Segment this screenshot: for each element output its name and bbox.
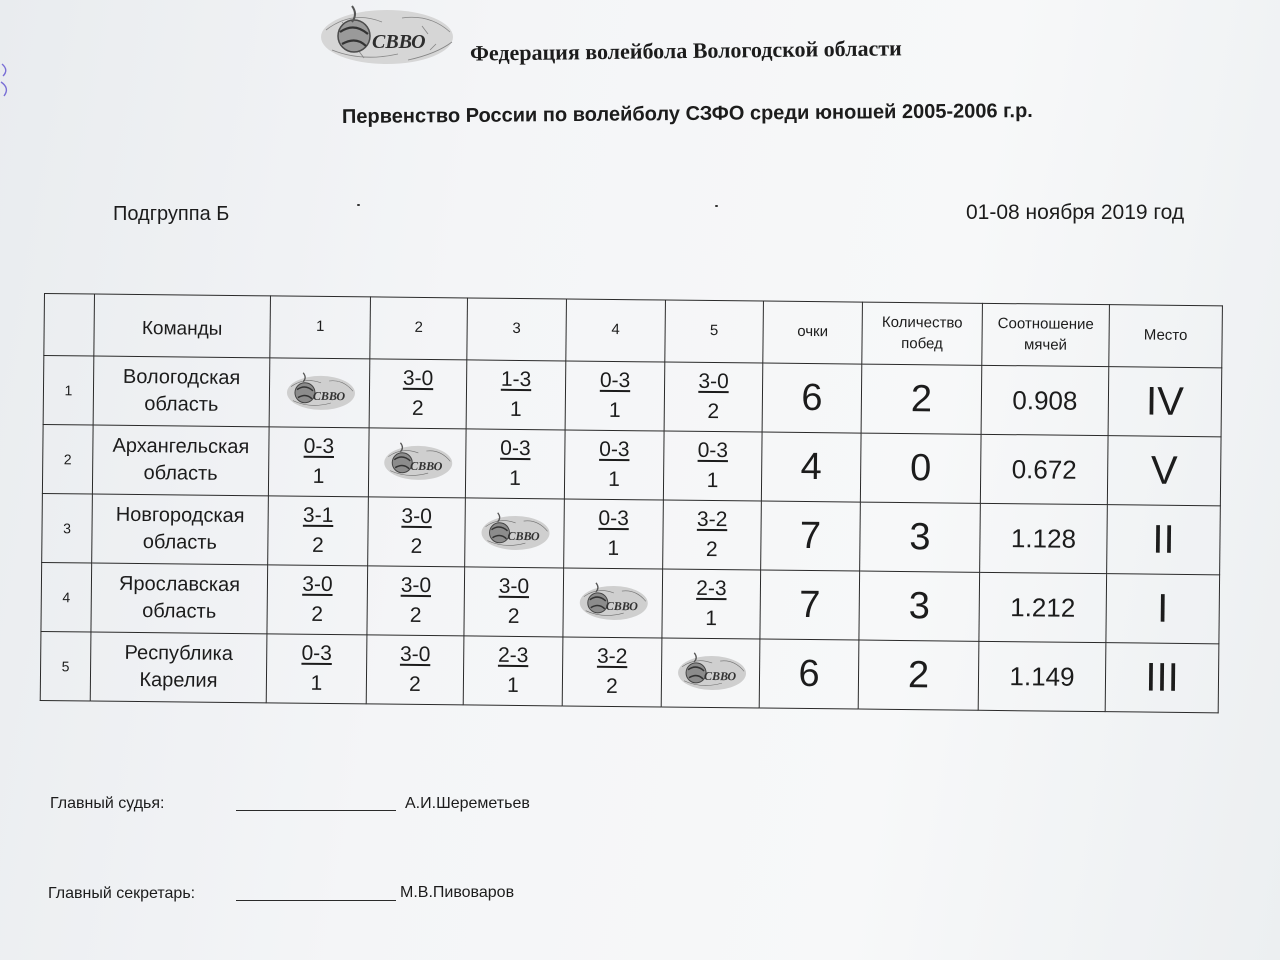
set-score: 2-3 [696, 576, 727, 600]
self-match-cell [465, 498, 565, 568]
logo-text: СВВО [372, 31, 426, 53]
final-place: I [1106, 574, 1220, 644]
paper-speck [715, 205, 718, 207]
chief-judge-signature-line [236, 810, 396, 811]
set-score: 3-2 [596, 644, 628, 668]
match-points: 1 [608, 467, 621, 492]
row-number: 3 [42, 493, 93, 563]
set-score: 3-0 [402, 366, 434, 390]
set-score: 3-0 [399, 642, 431, 666]
federation-logo-cell [576, 578, 650, 623]
ball-ratio: 1.212 [979, 572, 1107, 642]
self-match-cell [563, 568, 663, 638]
chief-secretary-label: Главный секретарь: [48, 885, 196, 902]
header-cell-3: 3 [467, 298, 567, 361]
match-score [401, 501, 432, 562]
total-points: 7 [761, 501, 861, 571]
paper-speck [357, 204, 360, 206]
match-result-cell [268, 427, 369, 497]
organization-title: Федерация волейбола Вологодской области [469, 35, 902, 66]
match-score [303, 500, 334, 561]
match-points: 2 [507, 604, 520, 628]
match-score [500, 364, 531, 425]
federation-logo-cell [282, 368, 356, 413]
set-score: 3-0 [498, 574, 530, 598]
match-result-cell [663, 500, 762, 570]
match-score [402, 363, 433, 424]
match-result-cell [664, 362, 763, 432]
match-points: 2 [408, 672, 421, 696]
total-points: 7 [760, 570, 860, 640]
match-points: 1 [706, 468, 719, 493]
total-points: 6 [762, 363, 862, 433]
match-score [696, 504, 727, 565]
set-score: 0-3 [598, 506, 629, 530]
logo-cell-text: СВВО [312, 388, 345, 403]
subgroup-label: Подгруппа Б [113, 203, 230, 225]
match-score [500, 433, 531, 494]
match-result-cell [465, 429, 565, 499]
match-score [303, 431, 334, 492]
total-points: 4 [761, 432, 861, 502]
team-name: Республика Карелия [90, 632, 267, 703]
header-cell-points: очки [763, 301, 863, 364]
match-points: 2 [705, 537, 718, 562]
self-match-cell [269, 358, 370, 428]
final-place: II [1107, 505, 1221, 575]
header-cell-1: 1 [270, 296, 371, 359]
set-score: 3-0 [401, 504, 432, 528]
set-score: 1-3 [500, 367, 532, 391]
set-score: 0-3 [500, 436, 531, 460]
logo-cell-text: СВВО [507, 528, 540, 543]
pen-mark [0, 60, 14, 100]
match-result-cell [463, 636, 563, 706]
wins-count: 2 [861, 364, 982, 434]
match-result-cell [464, 567, 564, 637]
match-points: 1 [705, 606, 718, 631]
set-score: 3-0 [400, 573, 432, 597]
final-place: V [1107, 436, 1221, 506]
standings-body [40, 356, 1222, 713]
logo-cell-text: СВВО [410, 458, 443, 473]
ball-ratio: 1.149 [978, 641, 1106, 711]
match-result-cell [366, 635, 464, 705]
set-score: 2-3 [497, 643, 529, 667]
wins-count: 3 [860, 502, 981, 572]
match-score [698, 366, 729, 427]
header-cell-ratio: Соотношение мячей [982, 303, 1110, 366]
team-name: Ярославская область [91, 563, 268, 634]
ball-ratio: 0.672 [980, 434, 1108, 504]
final-place: III [1105, 643, 1219, 713]
table-row [42, 424, 1221, 505]
ball-ratio: 1.128 [980, 503, 1108, 573]
final-place: IV [1108, 367, 1222, 437]
match-score [498, 571, 529, 632]
match-points: 2 [605, 674, 618, 699]
match-result-cell [367, 566, 465, 636]
chief-secretary-name: М.В.Пивоваров [400, 884, 515, 901]
match-points: 2 [311, 533, 324, 557]
match-points: 1 [506, 673, 519, 697]
match-points: 2 [411, 396, 424, 420]
set-score: 0-3 [303, 434, 335, 458]
team-name: Архангельская область [92, 425, 269, 496]
set-score: 3-1 [302, 503, 334, 527]
header-cell-place: Место [1109, 305, 1223, 368]
match-result-cell [369, 359, 467, 429]
match-result-cell [663, 431, 762, 501]
logo-cell-text: СВВО [605, 598, 638, 613]
wins-count: 2 [858, 640, 979, 710]
set-score: 0-3 [301, 641, 333, 665]
total-points: 6 [759, 639, 859, 709]
wins-count: 3 [859, 571, 980, 641]
self-match-cell [368, 428, 466, 498]
set-score: 0-3 [599, 368, 631, 392]
row-number: 4 [41, 562, 92, 632]
header-cell-5: 5 [665, 300, 764, 363]
header-cell-4: 4 [566, 299, 666, 362]
table-row [43, 356, 1222, 437]
set-score: 0-3 [697, 438, 729, 462]
match-result-cell [266, 634, 367, 704]
match-score [598, 503, 629, 564]
match-points: 2 [311, 602, 324, 626]
match-score [696, 573, 727, 634]
match-points: 1 [509, 466, 522, 491]
match-result-cell [268, 496, 369, 566]
match-result-cell [267, 565, 368, 635]
header-cell-num [44, 294, 95, 357]
team-name: Новгородская область [92, 494, 269, 565]
wins-count: 0 [860, 433, 981, 503]
set-score: 3-2 [696, 507, 728, 531]
table-row [42, 493, 1221, 574]
match-points: 2 [410, 534, 423, 558]
set-score: 3-0 [302, 572, 333, 596]
match-result-cell [564, 499, 664, 569]
match-result-cell [565, 361, 665, 431]
row-number: 5 [40, 631, 91, 701]
match-points: 1 [310, 671, 323, 695]
table-row [41, 562, 1220, 643]
match-points: 1 [312, 464, 325, 488]
match-score [301, 638, 332, 699]
match-result-cell [662, 569, 761, 639]
federation-logo-cell [380, 438, 454, 483]
chief-judge-name: А.И.Шереметьев [405, 795, 530, 812]
federation-logo-cell [477, 508, 551, 553]
set-score: 3-0 [698, 369, 729, 393]
event-title: Первенство России по волейболу СЗФО среди юношей 2005-2006 г.р. [341, 99, 1033, 129]
standings-table [40, 293, 1223, 713]
match-points: 1 [509, 397, 522, 422]
match-score [599, 365, 630, 426]
team-name: Вологодская область [93, 356, 270, 427]
row-number: 2 [42, 424, 93, 494]
match-score [400, 570, 431, 631]
match-points: 1 [608, 398, 621, 423]
header-cell-teams: Команды [94, 294, 271, 358]
match-result-cell [564, 430, 664, 500]
match-score [697, 435, 728, 496]
match-score [498, 640, 529, 701]
match-points: 2 [707, 399, 720, 424]
match-score [400, 639, 431, 700]
chief-judge-label: Главный судья: [50, 795, 165, 812]
ball-ratio: 0.908 [981, 365, 1109, 435]
match-score [599, 434, 630, 495]
match-result-cell [466, 360, 566, 430]
row-number: 1 [43, 356, 94, 426]
match-points: 1 [607, 536, 620, 561]
match-result-cell [562, 637, 662, 707]
event-dates: 01-08 ноября 2019 год [966, 201, 1185, 224]
federation-logo-cell [673, 648, 747, 693]
table-row [40, 631, 1219, 712]
self-match-cell [661, 638, 760, 708]
federation-logo [312, 0, 462, 70]
header-cell-wins: Количество побед [862, 302, 983, 365]
header-cell-2: 2 [370, 297, 468, 360]
match-score [302, 569, 333, 630]
logo-cell-text: СВВО [703, 668, 736, 683]
match-points: 2 [409, 603, 422, 627]
set-score: 0-3 [599, 437, 630, 461]
match-result-cell [368, 497, 466, 567]
match-score [597, 641, 628, 702]
chief-secretary-signature-line [236, 900, 396, 901]
